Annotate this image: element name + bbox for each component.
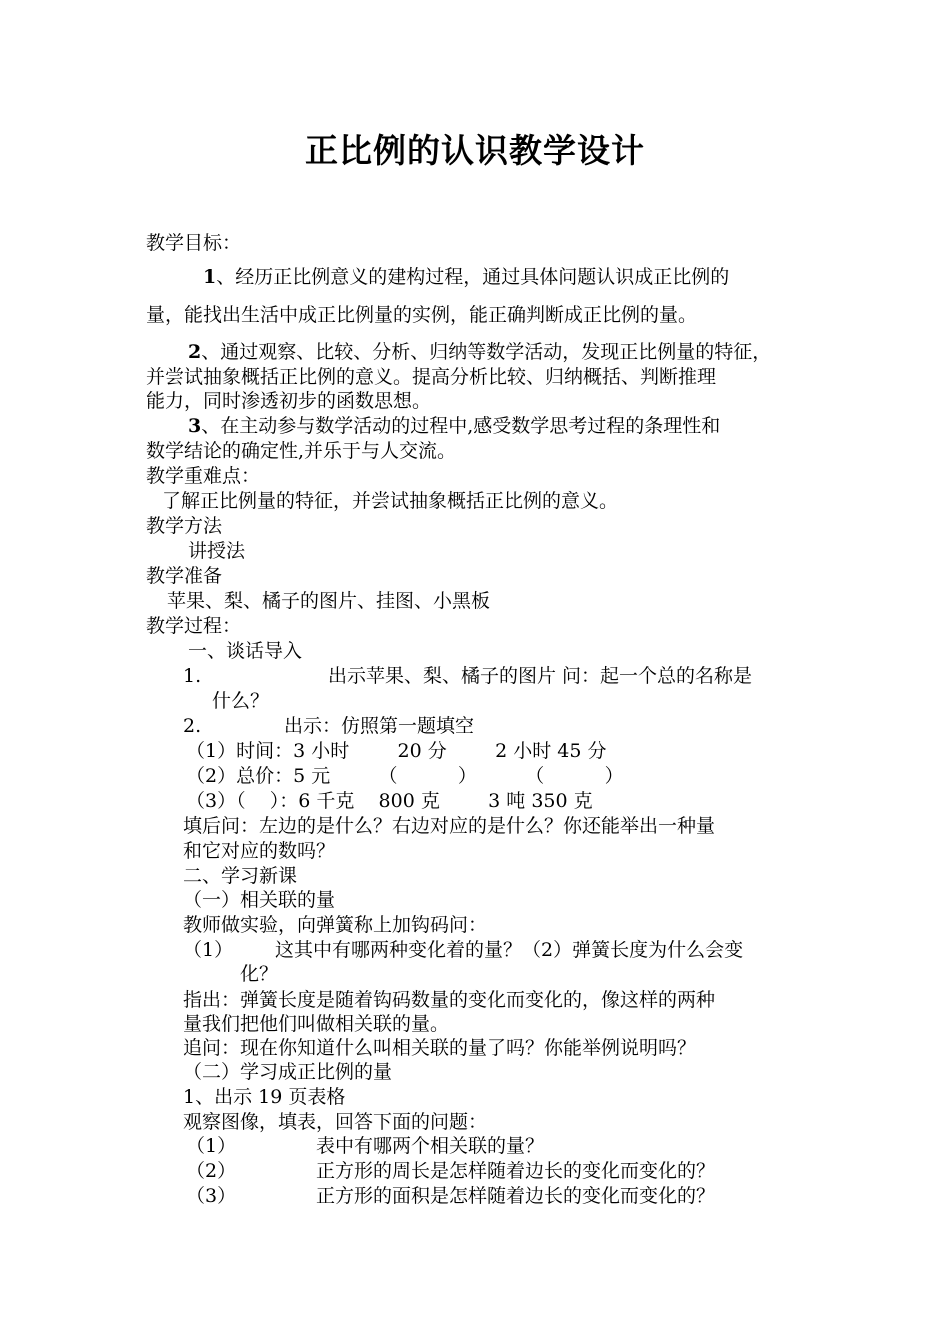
follow-up-question: 追问：现在你知道什么叫相关联的量了吗？你能举例说明吗？: [183, 1037, 697, 1059]
experiment-question-text: 这其中有哪两种变化着的量？（2）弹簧长度为什么会变: [275, 939, 744, 961]
objective-3-number: 3: [188, 415, 202, 437]
objective-2-text: 、通过观察、比较、分析、归纳等数学活动，发现正比例量的特征，: [201, 341, 772, 363]
preparation-text: 苹果、梨、橘子的图片、挂图、小黑板: [167, 590, 491, 612]
objective-2-line-3: 能力，同时渗透初步的函数思想。: [146, 390, 432, 412]
experiment-question-continuation: 化？: [240, 963, 279, 985]
objective-1-line-1: [203, 265, 729, 289]
method-heading: 教学方法: [146, 515, 223, 537]
observe-question-2-text: 正方形的周长是怎样随着边长的变化而变化的？: [316, 1160, 716, 1182]
process-heading: 教学过程：: [146, 615, 242, 637]
question-line-1: 填后问：左边的是什么？右边对应的是什么？你还能举出一种量: [183, 815, 716, 837]
experiment-question-number: （1）: [183, 939, 234, 961]
objective-3-line-2: 数学结论的确定性,并乐于与人交流。: [146, 440, 457, 462]
objective-3-text: 、在主动参与数学活动的过程中,感受数学思考过程的条理性和: [201, 415, 721, 437]
key-points-heading: 教学重难点：: [146, 465, 261, 487]
experiment-text: 教师做实验，向弹簧称上加钩码问：: [183, 914, 488, 936]
subsection-1-heading: （一）相关联的量: [183, 889, 336, 911]
observe-question-3-number: （3）: [186, 1185, 237, 1207]
objective-2-line-2: 并尝试抽象概括正比例的意义。提高分析比较、归纳概括、判断推理: [146, 366, 717, 388]
objective-1-text: 、经历正比例意义的建构过程，通过具体问题认识成正比例的: [216, 266, 730, 288]
objective-2-number: 2: [188, 341, 202, 363]
objectives-heading: 教学目标：: [146, 232, 242, 254]
step-1-continuation: 什么？: [212, 690, 270, 712]
step-1-text: 出示苹果、梨、橘子的图片 问：起一个总的名称是: [328, 665, 753, 687]
observe-text: 观察图像，填表，回答下面的问题：: [183, 1111, 488, 1133]
fill-row-1: （1）时间：3 小时 20 分 2 小时 45 分: [186, 740, 607, 762]
objective-1-number: 1: [203, 266, 217, 288]
key-points-text: 了解正比例量的特征，并尝试抽象概括正比例的意义。: [162, 490, 619, 512]
part-2-heading: 二、学习新课: [183, 865, 298, 887]
preparation-heading: 教学准备: [146, 565, 223, 587]
document-title: 正比例的认识教学设计: [305, 131, 645, 170]
method-text: 讲授法: [188, 540, 246, 562]
fill-row-2: （2）总价：5 元 （ ） （ ）: [186, 765, 624, 787]
observe-question-3-text: 正方形的面积是怎样随着边长的变化而变化的？: [316, 1185, 716, 1207]
show-table-text: 1、出示 19 页表格: [183, 1086, 346, 1108]
part-1-heading: 一、谈话导入: [188, 640, 303, 662]
observe-question-2-number: （2）: [186, 1160, 237, 1182]
fill-row-3: （3）（ ）：6 千克 800 克 3 吨 350 克: [186, 790, 593, 812]
step-2-number: 2.: [183, 715, 202, 737]
point-out-line-2: 量我们把他们叫做相关联的量。: [183, 1013, 450, 1035]
question-line-2: 和它对应的数吗？: [183, 840, 336, 862]
point-out-line-1: 指出：弹簧长度是随着钩码数量的变化而变化的，像这样的两种: [183, 989, 716, 1011]
objective-2-line-1: [188, 340, 771, 364]
observe-question-1-text: 表中有哪两个相关联的量？: [316, 1135, 545, 1157]
objective-3-line-1: [188, 414, 720, 438]
objective-1-line-2: 量，能找出生活中成正比例量的实例，能正确判断成正比例的量。: [146, 304, 698, 326]
observe-question-1-number: （1）: [186, 1135, 237, 1157]
step-1-number: 1.: [183, 665, 202, 687]
step-2-text: 出示：仿照第一题填空: [284, 715, 475, 737]
subsection-2-heading: （二）学习成正比例的量: [183, 1061, 393, 1083]
